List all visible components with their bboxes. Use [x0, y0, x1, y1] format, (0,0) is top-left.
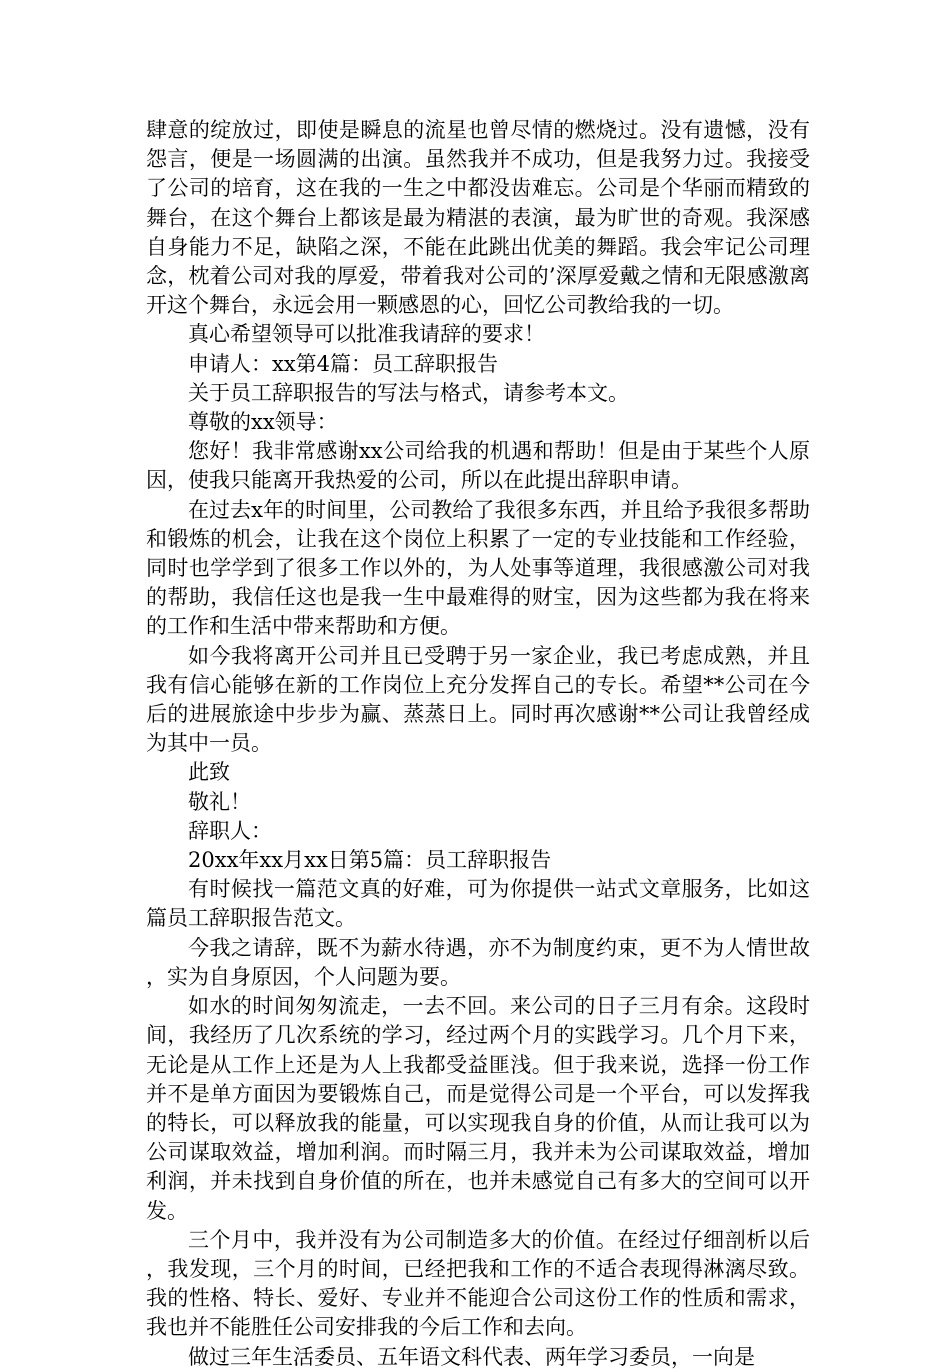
closing: 此致	[188, 760, 230, 785]
document-body	[146, 116, 810, 1372]
salutation: 尊敬的xx领导：	[188, 410, 338, 435]
paragraph: 肆意的绽放过，即使是瞬息的流星也曾尽情的燃烧过。没有遗憾，没有怨言，便是一场圆满的出演。虽然我并不成功，但是我努力过。我接受了公司的培育，这在我的一生之中都没齿难忘。公司是个华丽而精致的舞台，在这个舞台上都该是最为精湛的表演，最为旷世的奇观。我深感自身能力不足，缺陷之深，不能在此跳出优美的舞蹈。我会牢记公司理念，枕着公司对我的厚爱，带着我对公司的’深厚爱戴之情和无限感激离开这个舞台，永远会用一颗感恩的心，回忆公司教给我的一切。	[146, 118, 810, 318]
paragraph: 如水的时间匆匆流走，一去不回。来公司的日子三月有余。这段时间，我经历了几次系统的学习，经过两个月的实践学习。几个月下来，无论是从工作上还是为人上我都受益匪浅。但于我来说，选择一份工作并不是单方面因为要锻炼自己，而是觉得公司是一个平台，可以发挥我的特长，可以释放我的能量，可以实现我自身的价值，从而让我可以为公司谋取效益，增加利润。而时隔三月，我并未为公司谋取效益，增加利润，并未找到自身价值的所在，也并未感觉自己有多大的空间可以开发。	[146, 994, 810, 1223]
paragraph: 申请人：xx第4篇：员工辞职报告	[188, 351, 499, 376]
paragraph: 三个月中，我并没有为公司制造多大的价值。在经过仔细剖析以后，我发现，三个月的时间，已经把我和工作的不适合表现得淋漓尽致。我的性格、特长、爱好、专业并不能迎合公司这份工作的性质和需求，我也并不能胜任公司安排我的今后工作和去向。	[146, 1227, 810, 1340]
closing: 敬礼！	[188, 789, 251, 814]
paragraph: 今我之请辞，既不为薪水待遇，亦不为制度约束，更不为人情世故，实为自身原因，个人问题为要。	[146, 935, 810, 989]
date-and-heading: 20xx年xx月xx日第5篇：员工辞职报告	[188, 848, 552, 873]
paragraph: 您好！我非常感谢xx公司给我的机遇和帮助！但是由于某些个人原因，使我只能离开我热爱的公司，所以在此提出辞职申请。	[146, 439, 810, 493]
paragraph: 做过三年生活委员、五年语文科代表、两年学习委员，一向是	[188, 1344, 755, 1369]
signature-label: 辞职人：	[188, 818, 272, 843]
paragraph: 真心希望领导可以批准我请辞的要求！	[188, 322, 545, 347]
paragraph: 关于员工辞职报告的写法与格式，请参考本文。	[188, 380, 629, 405]
paragraph: 如今我将离开公司并且已受聘于另一家企业，我已考虑成熟，并且我有信心能够在新的工作岗位上充分发挥自己的专长。希望**公司在今后的进展旅途中步步为赢、蒸蒸日上。同时再次感谢**公司让我曾经成为其中一员。	[146, 643, 810, 756]
paragraph: 在过去x年的时间里，公司教给了我很多东西，并且给予我很多帮助和锻炼的机会，让我在这个岗位上积累了一定的专业技能和工作经验，同时也学学到了很多工作以外的，为人处事等道理，我很感激公司对我的帮助，我信任这也是我一生中最难得的财宝，因为这些都为我在将来的工作和生活中带来帮助和方便。	[146, 497, 810, 639]
paragraph: 有时候找一篇范文真的好难，可为你提供一站式文章服务，比如这篇员工辞职报告范文。	[146, 877, 810, 931]
